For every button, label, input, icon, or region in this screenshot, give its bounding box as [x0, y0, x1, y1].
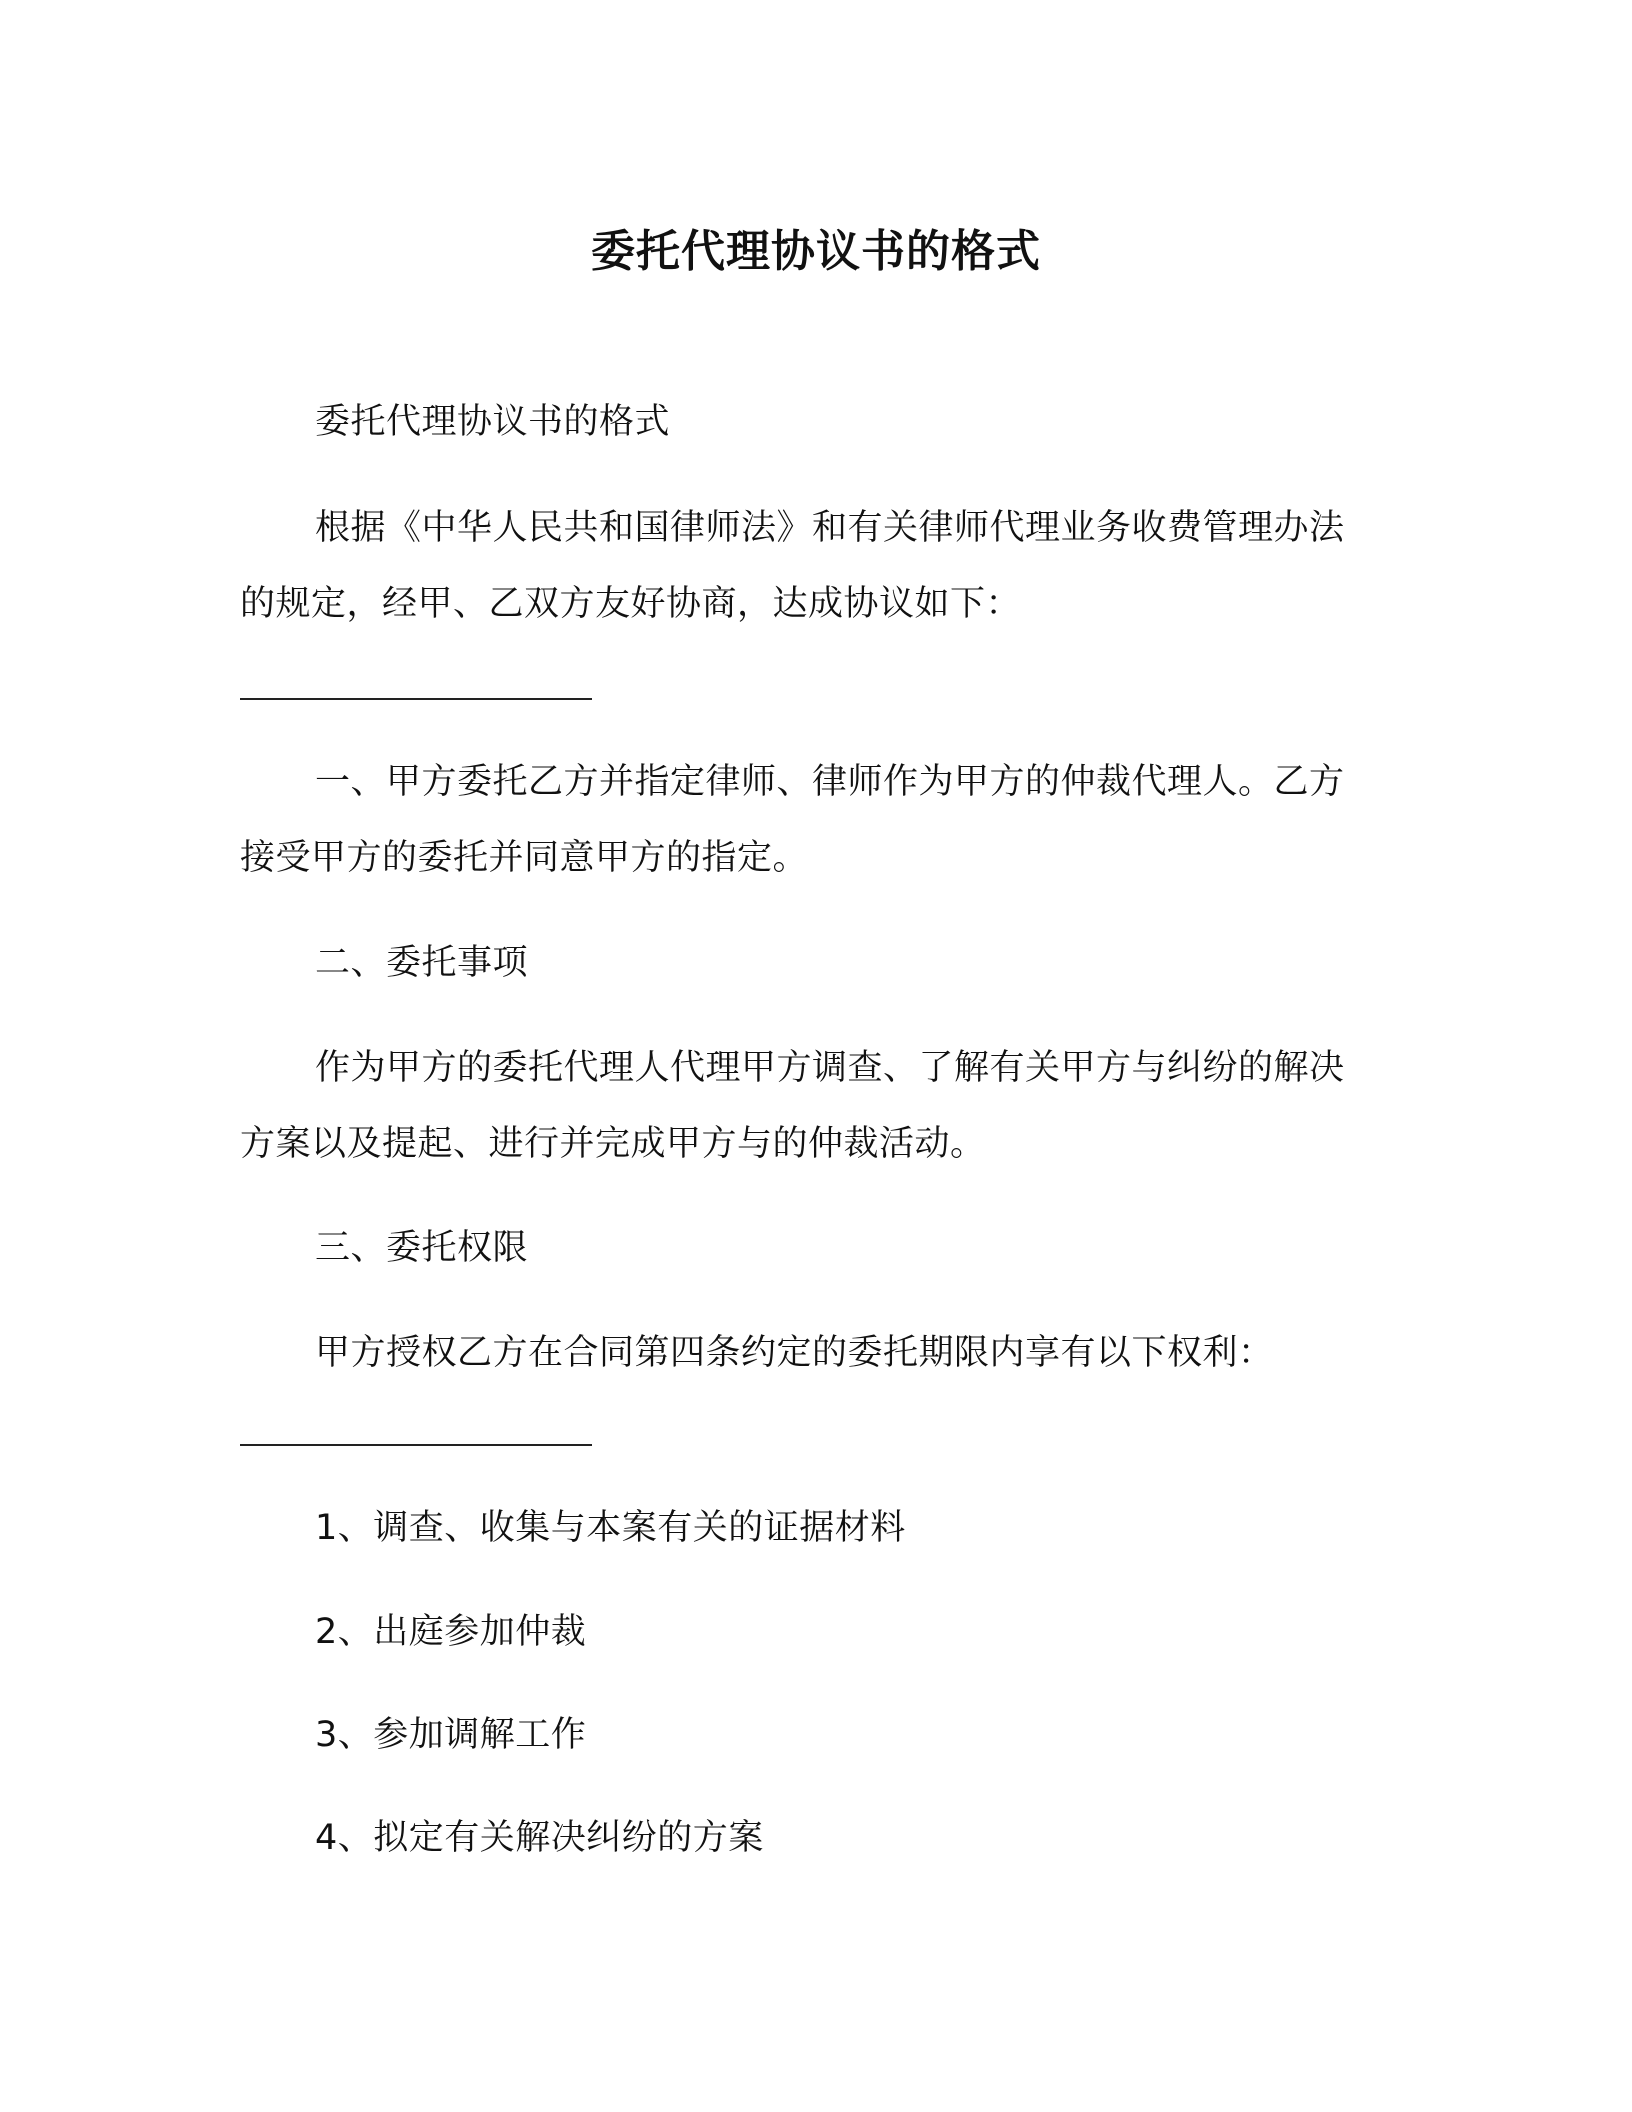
rights-list-item: 3、参加调解工作 — [315, 1715, 587, 1755]
rights-list-item: 2、出庭参加仲裁 — [315, 1612, 587, 1652]
rights-list-item: 1、调查、收集与本案有关的证据材料 — [315, 1508, 906, 1548]
intro-paragraph: 根据《中华人民共和国律师法》和有关律师代理业务收费管理办法的规定，经甲、乙双方友好协商，达成协议如下： — [240, 508, 1345, 624]
blank-underline-1 — [240, 698, 592, 700]
clause-2-paragraph: 作为甲方的委托代理人代理甲方调查、了解有关甲方与纠纷的解决方案以及提起、进行并完成甲方与的仲裁活动。 — [240, 1048, 1345, 1164]
heading-entrusted-authority: 三、委托权限 — [315, 1228, 529, 1268]
rights-list-item: 4、拟定有关解决纠纷的方案 — [315, 1818, 764, 1858]
clause-1-paragraph: 一、甲方委托乙方并指定律师、律师作为甲方的仲裁代理人。乙方接受甲方的委托并同意甲方的指定。 — [240, 762, 1345, 878]
clause-3-paragraph: 甲方授权乙方在合同第四条约定的委托期限内享有以下权利： — [315, 1333, 1274, 1373]
blank-underline-2 — [240, 1444, 592, 1446]
document-title: 委托代理协议书的格式 — [591, 226, 1041, 277]
heading-entrusted-matters: 二、委托事项 — [315, 943, 529, 983]
subtitle-paragraph: 委托代理协议书的格式 — [315, 402, 671, 442]
